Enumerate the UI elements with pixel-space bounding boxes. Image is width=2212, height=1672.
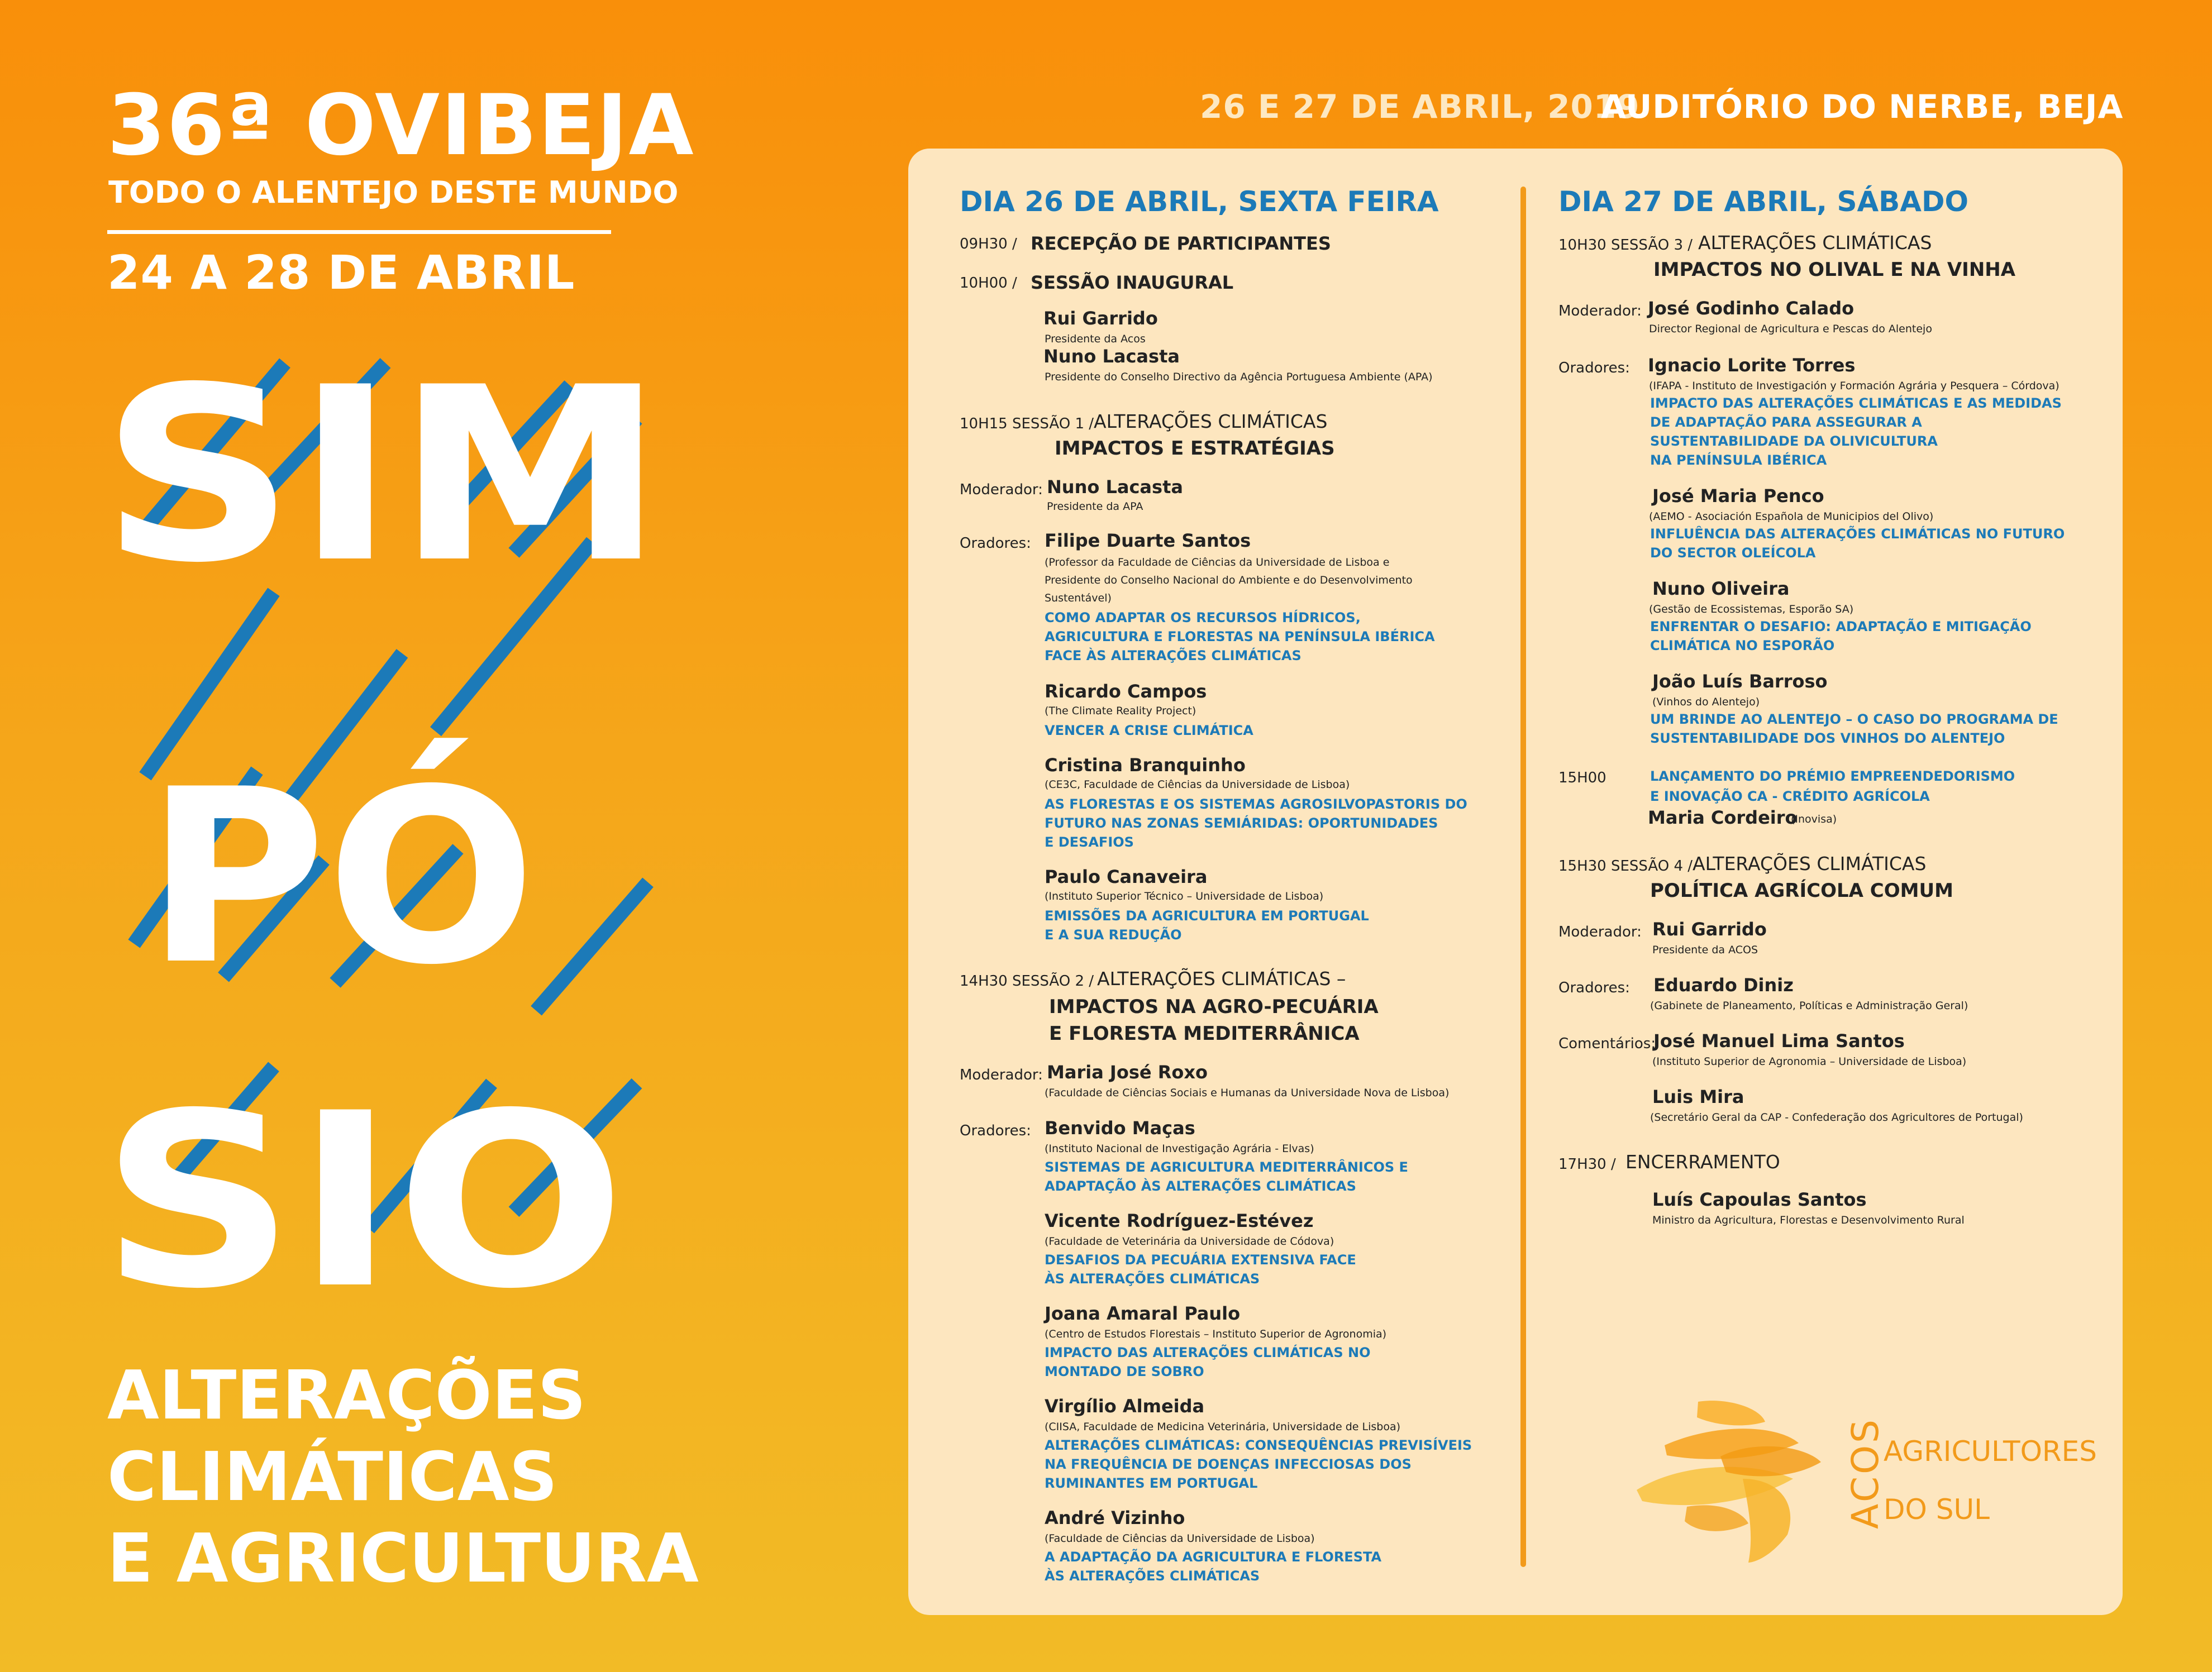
- talk-title: LANÇAMENTO DO PRÉMIO EMPREENDEDORISMO: [1650, 768, 2015, 784]
- talk-title: COMO ADAPTAR OS RECURSOS HÍDRICOS,: [1045, 610, 1361, 625]
- theme-line-3: E AGRICULTURA: [107, 1520, 699, 1598]
- talk-title: ADAPTAÇÃO ÀS ALTERAÇÕES CLIMÁTICAS: [1045, 1178, 1356, 1194]
- speakers-label: Oradores:: [960, 535, 1031, 552]
- speaker-name: Maria Cordeiro: [1648, 807, 1798, 828]
- talk-title: SUSTENTABILIDADE DA OLIVICULTURA: [1650, 433, 1938, 449]
- moderator-label: Moderador:: [1558, 303, 1642, 319]
- talk-title: NA PENÍNSULA IBÉRICA: [1650, 452, 1827, 468]
- symposium-date: 26 E 27 DE ABRIL, 2019: [1200, 88, 1640, 126]
- moderator-label: Moderador:: [1558, 924, 1642, 940]
- speaker-affiliation: Presidente da ACOS: [1652, 944, 1758, 956]
- session-title: ALTERAÇÕES CLIMÁTICAS: [1698, 232, 1932, 254]
- talk-title: FACE ÀS ALTERAÇÕES CLIMÁTICAS: [1045, 648, 1302, 663]
- talk-title: SISTEMAS DE AGRICULTURA MEDITERRÂNICOS E: [1045, 1159, 1408, 1175]
- speaker-affiliation: (Professor da Faculdade de Ciências da Universidade de Lisboa e: [1045, 556, 1390, 569]
- speaker-name: André Vizinho: [1045, 1507, 1185, 1528]
- speaker-name: Ricardo Campos: [1045, 681, 1207, 702]
- speaker-name: Cristina Branquinho: [1045, 754, 1246, 776]
- speaker-affiliation: (Faculdade de Ciências Sociais e Humanas da Universidade Nova de Lisboa): [1045, 1087, 1450, 1099]
- day1-heading: DIA 26 DE ABRIL, SEXTA FEIRA: [960, 185, 1439, 218]
- speaker-affiliation: (Inovisa): [1791, 813, 1837, 825]
- comments-label: Comentários:: [1558, 1035, 1656, 1052]
- speaker-name: José Godinho Calado: [1648, 298, 1855, 319]
- session-subtitle: IMPACTOS NO OLIVAL E NA VINHA: [1653, 259, 2016, 281]
- session-title: ENCERRAMENTO: [1625, 1151, 1780, 1173]
- speaker-name: José Maria Penco: [1652, 485, 1824, 507]
- speaker-name: Eduardo Diniz: [1653, 974, 1794, 996]
- speaker-affiliation: (AEMO - Asociación Española de Municipios del Olivo): [1649, 510, 1934, 523]
- big-word-line-1: SIM: [101, 336, 665, 615]
- day2-heading: DIA 27 DE ABRIL, SÁBADO: [1558, 185, 1968, 218]
- logo-line-1: AGRICULTORES: [1884, 1435, 2097, 1468]
- talk-title: VENCER A CRISE CLIMÁTICA: [1045, 723, 1253, 738]
- symposium-venue: AUDITÓRIO DO NERBE, BEJA: [1601, 88, 2124, 126]
- talk-title: DESAFIOS DA PECUÁRIA EXTENSIVA FACE: [1045, 1252, 1356, 1268]
- speaker-name: Rui Garrido: [1043, 308, 1158, 329]
- speaker-name: Nuno Lacasta: [1043, 346, 1180, 367]
- speaker-affiliation: Ministro da Agricultura, Florestas e Desenvolvimento Rural: [1652, 1214, 1965, 1226]
- talk-title: ALTERAÇÕES CLIMÁTICAS: CONSEQUÊNCIAS PREVISÍVEIS: [1045, 1437, 1472, 1453]
- speaker-name: Luís Capoulas Santos: [1652, 1189, 1867, 1210]
- time: 15H30 SESSÃO 4 /: [1558, 858, 1693, 875]
- big-word-line-3: SIO: [101, 1062, 626, 1341]
- speaker-name: Nuno Lacasta: [1047, 476, 1183, 498]
- talk-title: UM BRINDE AO ALENTEJO – O CASO DO PROGRAMA DE: [1650, 711, 2058, 727]
- simposio-graphic: [101, 336, 670, 1341]
- speaker-name: João Luís Barroso: [1652, 671, 1828, 692]
- talk-title: ENFRENTAR O DESAFIO: ADAPTAÇÃO E MITIGAÇÃO: [1650, 619, 2032, 634]
- speaker-affiliation: Director Regional de Agricultura e Pescas do Alentejo: [1649, 323, 1932, 335]
- column-divider: [1520, 187, 1526, 1567]
- theme-line-2: CLIMÁTICAS: [107, 1439, 558, 1516]
- talk-title: MONTADO DE SOBRO: [1045, 1364, 1204, 1379]
- speaker-name: Ignacio Lorite Torres: [1648, 355, 1856, 376]
- speaker-affiliation: Presidente do Conselho Directivo da Agência Portuguesa Ambiente (APA): [1045, 371, 1433, 383]
- moderator-label: Moderador:: [960, 481, 1043, 498]
- speaker-affiliation: (Faculdade de Ciências da Universidade de Lisboa): [1045, 1532, 1315, 1545]
- event-subtitle: TODO O ALENTEJO DESTE MUNDO: [108, 175, 679, 210]
- moderator-label: Moderador:: [960, 1067, 1043, 1083]
- time: 10H30 SESSÃO 3 /: [1558, 237, 1693, 254]
- time: 10H00 /: [960, 275, 1017, 292]
- session-title: ALTERAÇÕES CLIMÁTICAS: [1693, 853, 1927, 875]
- session-subtitle: IMPACTOS E ESTRATÉGIAS: [1055, 437, 1335, 460]
- speaker-affiliation: (Instituto Nacional de Investigação Agrária - Elvas): [1045, 1143, 1314, 1155]
- event-dates: 24 A 28 DE ABRIL: [107, 245, 575, 300]
- time: 14H30 SESSÃO 2 /: [960, 973, 1094, 990]
- speaker-affiliation: Presidente do Conselho Nacional do Ambiente e do Desenvolvimento: [1045, 574, 1413, 586]
- talk-title: EMISSÕES DA AGRICULTURA EM PORTUGAL: [1045, 908, 1369, 924]
- talk-title: E A SUA REDUÇÃO: [1045, 927, 1182, 943]
- session-subtitle: IMPACTOS NA AGRO-PECUÁRIA: [1049, 996, 1379, 1018]
- speaker-name: José Manuel Lima Santos: [1653, 1030, 1905, 1052]
- speaker-name: Vicente Rodríguez-Estévez: [1045, 1210, 1314, 1231]
- speakers-label: Oradores:: [1558, 980, 1630, 996]
- logo-line-2: DO SUL: [1884, 1493, 1990, 1526]
- speaker-name: Benvido Maças: [1045, 1117, 1195, 1139]
- speaker-affiliation: Presidente da Acos: [1045, 333, 1146, 345]
- session-title: ALTERAÇÕES CLIMÁTICAS: [1094, 410, 1328, 432]
- leaf-emblem: [1637, 1401, 1821, 1563]
- session-subtitle: E FLORESTA MEDITERRÂNICA: [1049, 1023, 1360, 1045]
- speaker-affiliation: (Instituto Superior Técnico – Universidade de Lisboa): [1045, 890, 1324, 902]
- time: 15H00: [1558, 770, 1606, 786]
- speaker-name: Maria José Roxo: [1047, 1062, 1208, 1083]
- talk-title: AGRICULTURA E FLORESTAS NA PENÍNSULA IBÉRICA: [1045, 629, 1435, 644]
- speaker-affiliation: (CIISA, Faculdade de Medicina Veterinária, Universidade de Lisboa): [1045, 1421, 1401, 1433]
- logo-acronym: ACOS: [1844, 1417, 1887, 1529]
- speaker-name: Virgílio Almeida: [1045, 1396, 1205, 1417]
- talk-title: AS FLORESTAS E OS SISTEMAS AGROSILVOPASTORIS DO: [1045, 796, 1467, 812]
- session-title: RECEPÇÃO DE PARTICIPANTES: [1031, 233, 1331, 254]
- speaker-affiliation: Sustentável): [1045, 592, 1112, 604]
- talk-title: ÀS ALTERAÇÕES CLIMÁTICAS: [1045, 1271, 1260, 1287]
- speakers-label: Oradores:: [1558, 360, 1630, 376]
- talk-title: E DESAFIOS: [1045, 834, 1134, 850]
- time: 17H30 /: [1558, 1156, 1616, 1173]
- speaker-name: Nuno Oliveira: [1652, 578, 1790, 599]
- speaker-affiliation: Presidente da APA: [1047, 500, 1143, 513]
- speaker-affiliation: (CE3C, Faculdade de Ciências da Universidade de Lisboa): [1045, 778, 1350, 791]
- talk-title: FUTURO NAS ZONAS SEMIÁRIDAS: OPORTUNIDADES: [1045, 815, 1438, 831]
- speaker-affiliation: (Instituto Superior de Agronomia – Universidade de Lisboa): [1652, 1055, 1967, 1068]
- speaker-name: Luis Mira: [1652, 1086, 1744, 1107]
- talk-title: A ADAPTAÇÃO DA AGRICULTURA E FLORESTA: [1045, 1549, 1382, 1565]
- time: 10H15 SESSÃO 1 /: [960, 415, 1094, 432]
- session-subtitle: POLÍTICA AGRÍCOLA COMUM: [1650, 880, 1953, 902]
- talk-title: E INOVAÇÃO CA - CRÉDITO AGRÍCOLA: [1650, 789, 1930, 804]
- speaker-name: Rui Garrido: [1652, 919, 1767, 940]
- speaker-affiliation: (Gabinete de Planeamento, Políticas e Administração Geral): [1650, 1000, 1968, 1012]
- slash: [536, 882, 648, 1011]
- session-title: ALTERAÇÕES CLIMÁTICAS –: [1097, 968, 1346, 990]
- title-divider: [107, 230, 611, 234]
- talk-title: DE ADAPTAÇÃO PARA ASSEGURAR A: [1650, 414, 1922, 430]
- speaker-affiliation: (Centro de Estudos Florestais – Instituto Superior de Agronomia): [1045, 1328, 1387, 1340]
- session-title: SESSÃO INAUGURAL: [1031, 272, 1234, 293]
- event-title: 36ª OVIBEJA: [107, 77, 695, 174]
- speaker-name: Joana Amaral Paulo: [1045, 1303, 1241, 1324]
- talk-title: RUMINANTES EM PORTUGAL: [1045, 1475, 1258, 1491]
- big-word-line-2: PÓ: [145, 738, 526, 1017]
- speaker-affiliation: (Secretário Geral da CAP - Confederação dos Agricultores de Portugal): [1650, 1111, 2023, 1124]
- talk-title: DO SECTOR OLEÍCOLA: [1650, 545, 1816, 561]
- theme-line-1: ALTERAÇÕES: [107, 1357, 587, 1435]
- speaker-affiliation: (Vinhos do Alentejo): [1652, 696, 1760, 708]
- time: 09H30 /: [960, 236, 1017, 252]
- talk-title: CLIMÁTICA NO ESPORÃO: [1650, 638, 1835, 653]
- speaker-name: Paulo Canaveira: [1045, 866, 1208, 887]
- acos-logo: [1631, 1395, 2097, 1574]
- speakers-label: Oradores:: [960, 1122, 1031, 1139]
- talk-title: IMPACTO DAS ALTERAÇÕES CLIMÁTICAS NO: [1045, 1345, 1371, 1360]
- speaker-name: Filipe Duarte Santos: [1045, 530, 1251, 551]
- speaker-affiliation: (Faculdade de Veterinária da Universidade de Códova): [1045, 1235, 1334, 1248]
- talk-title: INFLUÊNCIA DAS ALTERAÇÕES CLIMÁTICAS NO FUTURO: [1650, 526, 2065, 542]
- talk-title: SUSTENTABILIDADE DOS VINHOS DO ALENTEJO: [1650, 730, 2005, 746]
- speaker-affiliation: (Gestão de Ecossistemas, Esporão SA): [1649, 603, 1854, 615]
- talk-title: ÀS ALTERAÇÕES CLIMÁTICAS: [1045, 1568, 1260, 1584]
- speaker-affiliation: (IFAPA - Instituto de Investigación y Formación Agrária y Pesquera – Córdova): [1649, 380, 2060, 392]
- talk-title: IMPACTO DAS ALTERAÇÕES CLIMÁTICAS E AS MEDIDAS: [1650, 395, 2062, 411]
- speaker-affiliation: (The Climate Reality Project): [1045, 705, 1196, 717]
- talk-title: NA FREQUÊNCIA DE DOENÇAS INFECCIOSAS DOS: [1045, 1456, 1412, 1472]
